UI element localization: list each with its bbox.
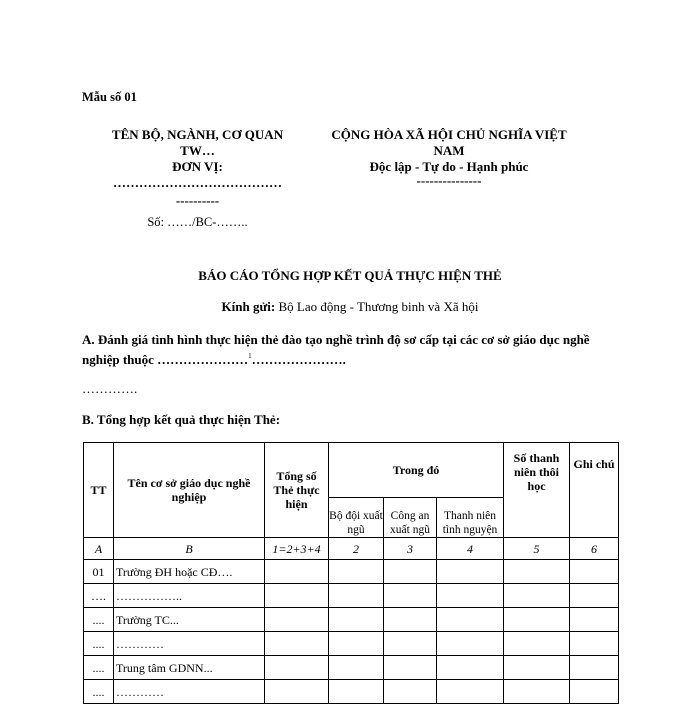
row-institution: Trường TC... (114, 608, 265, 632)
row-note-cell (570, 632, 619, 656)
table-row (84, 584, 619, 608)
agency-name-line2: TW… (180, 143, 215, 158)
row-volunteer-cell (437, 608, 504, 632)
section-a-text: A. Đánh giá tình hình thực hiện thẻ đào tạo nghề trình độ sơ cấp tại các cơ sở giáo dục nghề nghiệp thuộc ………………… (82, 332, 590, 367)
row-police-cell (384, 560, 437, 584)
row-institution: ………… (114, 680, 265, 704)
row-army-cell (329, 584, 384, 608)
row-dropout-cell (504, 584, 570, 608)
recipient-label: Kính gửi: (221, 299, 276, 314)
row-institution: Trung tâm GDNN... (114, 656, 265, 680)
row-institution: ………… (114, 632, 265, 656)
row-number: 01 (84, 560, 114, 584)
row-note-cell (570, 656, 619, 680)
row-volunteer-cell (437, 632, 504, 656)
row-note-cell (570, 560, 619, 584)
unit-label: ĐƠN VỊ: (172, 159, 223, 174)
row-army-cell (329, 560, 384, 584)
index-cell: 1=2+3+4 (265, 538, 329, 560)
recipient-name: Bộ Lao động - Thương binh và Xã hội (275, 299, 479, 314)
row-police-cell (384, 608, 437, 632)
table-row (84, 632, 619, 656)
row-institution: Trường ĐH hoặc CĐ…. (114, 560, 265, 584)
row-total-cell (265, 584, 329, 608)
document-number: Số: ……/BC-…….. (147, 215, 248, 229)
header-sub-army: Bộ đội xuất ngũ (329, 498, 384, 538)
form-number: Mẫu số 01 (82, 90, 137, 104)
motto-divider: --------------- (416, 173, 482, 188)
row-volunteer-cell (437, 584, 504, 608)
table-row (84, 656, 619, 680)
index-cell: 5 (504, 538, 570, 560)
row-number: .... (84, 632, 114, 656)
row-number: .... (84, 656, 114, 680)
table-row (84, 608, 619, 632)
national-header-block (318, 127, 580, 189)
table-row (84, 560, 619, 584)
recipient-line (80, 299, 620, 315)
index-row (84, 538, 619, 560)
row-dropout-cell (504, 632, 570, 656)
header-row-1 (84, 443, 619, 498)
header-dropout: Số thanh niên thôi học (504, 443, 570, 538)
row-total-cell (265, 560, 329, 584)
row-army-cell (329, 632, 384, 656)
national-title-line1: CỘNG HÒA XÃ HỘI CHỦ NGHĨA VIỆT (331, 127, 567, 142)
row-institution: …………….. (114, 584, 265, 608)
row-note-cell (570, 608, 619, 632)
index-cell: A (84, 538, 114, 560)
row-army-cell (329, 656, 384, 680)
header-among: Trong đó (329, 443, 504, 498)
row-total-cell (265, 632, 329, 656)
row-army-cell (329, 608, 384, 632)
header-total: Tổng số Thẻ thực hiện (265, 443, 329, 538)
issuing-agency-block (100, 127, 295, 209)
row-total-cell (265, 656, 329, 680)
row-number: .... (84, 608, 114, 632)
header-sub-police: Công an xuất ngũ (384, 498, 437, 538)
row-dropout-cell (504, 560, 570, 584)
header-sub-volunteer: Thanh niên tình nguyện (437, 498, 504, 538)
row-number: …. (84, 584, 114, 608)
section-a-heading (82, 331, 602, 368)
section-a-tail: …………………. (251, 352, 346, 367)
row-dropout-cell (504, 608, 570, 632)
agency-divider: ---------- (175, 193, 220, 208)
index-cell: 4 (437, 538, 504, 560)
section-b-heading: B. Tổng hợp kết quả thực hiện Thẻ: (82, 412, 281, 427)
header-tt: TT (84, 443, 114, 538)
national-motto: Độc lập - Tự do - Hạnh phúc (369, 159, 529, 174)
agency-name-line1: TÊN BỘ, NGÀNH, CƠ QUAN (111, 127, 284, 142)
section-a-dots: …………. (82, 381, 138, 396)
row-volunteer-cell (437, 560, 504, 584)
row-dropout-cell (504, 656, 570, 680)
header-note: Ghi chú (570, 443, 619, 538)
row-volunteer-cell (437, 656, 504, 680)
unit-dots: ………………………………… (113, 175, 282, 190)
report-title: BÁO CÁO TỔNG HỢP KẾT QUẢ THỰC HIỆN THẺ (198, 268, 502, 283)
results-table (83, 442, 619, 704)
footnote-marker: 1 (248, 352, 252, 360)
row-police-cell (384, 584, 437, 608)
national-title-line2: NAM (433, 143, 465, 158)
row-police-cell (384, 656, 437, 680)
header-name: Tên cơ sở giáo dục nghề nghiệp (114, 443, 265, 538)
row-police-cell (384, 632, 437, 656)
row-note-cell (570, 584, 619, 608)
index-cell: 3 (384, 538, 437, 560)
row-number: .... (84, 680, 114, 704)
index-cell: 6 (570, 538, 619, 560)
index-cell: 2 (329, 538, 384, 560)
row-total-cell (265, 608, 329, 632)
index-cell: B (114, 538, 265, 560)
